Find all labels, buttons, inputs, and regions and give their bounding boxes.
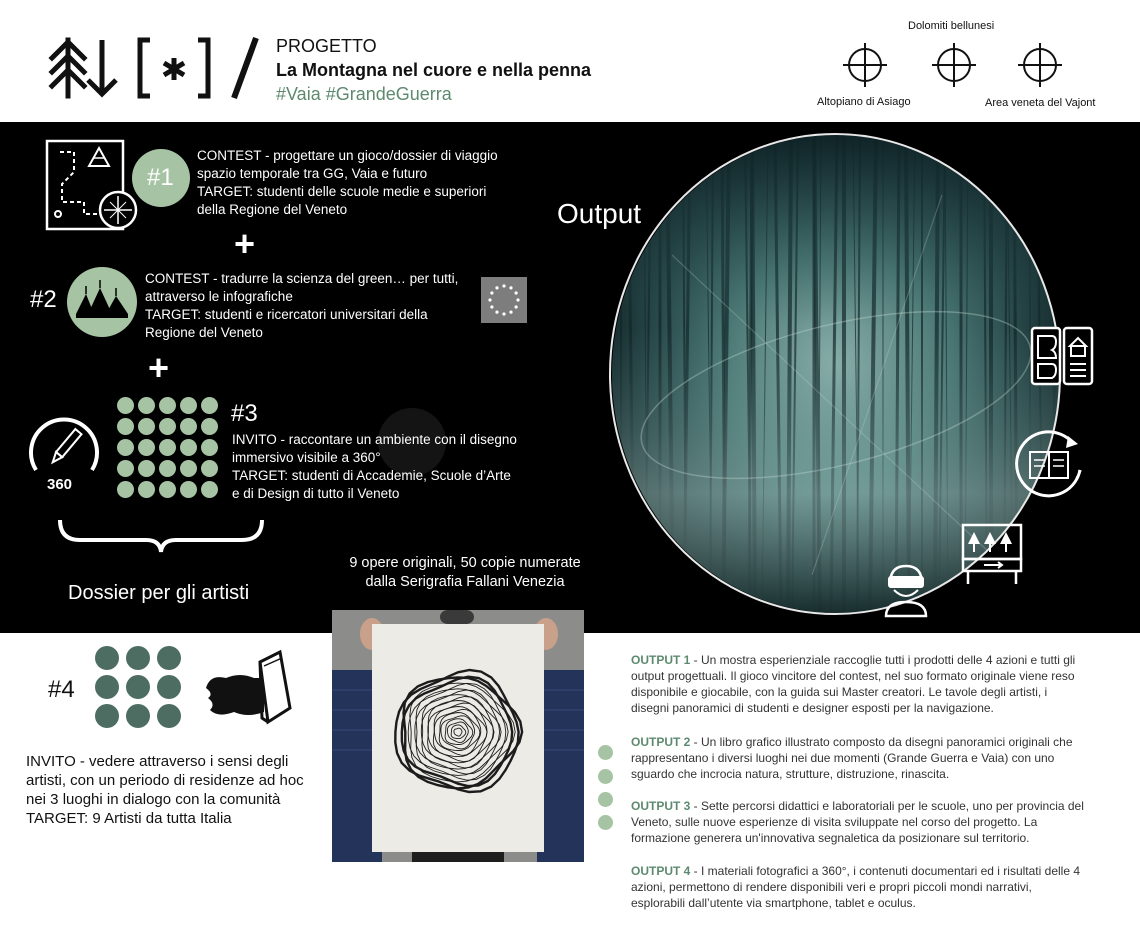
vr-headset-icon (882, 562, 930, 618)
tree-ring-print-photo (332, 610, 584, 862)
dossier-label: Dossier per gli artisti (68, 582, 250, 604)
action-1-text: CONTEST - progettare un gioco/dossier di viaggio spazio temporale tra GG, Vaia e futuro TARGET: studenti delle scuole medie e superiori della Regione del Veneto (197, 148, 498, 217)
output-dot (598, 815, 613, 830)
action-4-text: INVITO - vedere attraverso i sensi degli artisti, con un periodo di residenze ad hoc nei 3 luoghi in dialogo con la comunità TARGET: 9 Artisti da tutta Italia (26, 753, 304, 827)
mountains-flask-icon (66, 266, 138, 338)
serigraph-caption: 9 opere originali, 50 copie numerate dalla Serigrafia Fallani Venezia (349, 555, 581, 590)
place-asiago: Altopiano di Asiago (817, 96, 911, 108)
output-dot (598, 745, 613, 760)
plus-sign: + (148, 347, 170, 388)
map-route-icon (44, 138, 140, 234)
action-3-number: #3 (231, 400, 258, 427)
action-1-number: #1 (147, 164, 174, 191)
target-icon (841, 41, 889, 89)
output-3-label: OUTPUT 3 (631, 799, 691, 813)
project-title: La Montagna nel cuore e nella penna (276, 60, 592, 80)
output-4-text: OUTPUT 4 - I materiali fotografici a 360°, i contenuti documentari ed i risultati delle 4 azioni, permettono di rendere disponibili veri e propri piccoli mondi narrativi, esplorabili dall’utente via smartphone, tablet e oculus. (631, 864, 1081, 910)
output-1-label: OUTPUT 1 (631, 653, 691, 667)
target-icon (1016, 41, 1064, 89)
compass-icon (100, 192, 136, 228)
action-4-number: #4 (48, 676, 75, 703)
target-icon (930, 41, 978, 89)
output-2-text: OUTPUT 2 - Un libro grafico illustrato composto da disegni panoramici originali che rappresentano i diversi luoghi nei due momenti (Grande Guerra e Vaia) con uno sguardo che incrocia natura, strutture, distruzione, rinascita. (631, 735, 1073, 781)
signboard-icon (960, 522, 1024, 586)
output-1-text: OUTPUT 1 - Un mostra esperienziale raccoglie tutti i prodotti delle 4 azioni e tutti gli output progettuali. Il gioco vincitore del contest, nel suo formato originale viene reso disponibile e giocabile, con la guida sui Master creatori. Le tavole degli artisti, i disegni panoramici di studenti e designer esposti per la navigazione. (631, 653, 1076, 715)
book-icon (1012, 428, 1086, 502)
slash-icon (234, 38, 256, 98)
ink-book-icon (204, 648, 296, 728)
book-icon (1030, 326, 1094, 386)
bracket-asterisk-icon (140, 40, 208, 96)
place-dolomiti: Dolomiti bellunesi (908, 20, 995, 32)
participants-dot-grid (117, 397, 218, 498)
artists-dot-grid (95, 646, 181, 728)
project-hashtags: #Vaia #GrandeGuerra (276, 84, 452, 104)
project-label: PROGETTO (276, 36, 377, 56)
badge-360: 360 (47, 476, 73, 493)
output-dot (598, 792, 613, 807)
output-2-label: OUTPUT 2 (631, 735, 691, 749)
action-3-text: INVITO - raccontare un ambiente con il disegno immersivo visibile a 360° TARGET: studenti di Accademie, Scuole d’Arte e di Design di tutto il Veneto (232, 432, 517, 501)
place-vajont: Area veneta del Vajont (985, 97, 1096, 109)
down-arrow-icon (88, 40, 116, 94)
output-4-label: OUTPUT 4 (631, 864, 691, 878)
action-2-text: CONTEST - tradurre la scienza del green… per tutti, attraverso le infografiche TARGET: studenti e ricercatori universitari della Regione del Veneto (145, 271, 459, 340)
plus-sign: + (234, 223, 256, 264)
tree-icon (52, 40, 84, 96)
action-2-number: #2 (30, 286, 57, 313)
output-heading: Output (557, 198, 642, 229)
eu-flag-icon (481, 277, 527, 323)
output-3-text: OUTPUT 3 - Sette percorsi didattici e laboratoriali per le scuole, uno per provincia del Veneto, sulle nuove esperienze di visita sviluppate nel corso del progetto. La formazione generera un'innovativa segnaletica da posizionare sul territorio. (631, 799, 1084, 845)
project-logo (46, 34, 266, 100)
output-dot (598, 769, 613, 784)
curly-brace (56, 516, 266, 554)
